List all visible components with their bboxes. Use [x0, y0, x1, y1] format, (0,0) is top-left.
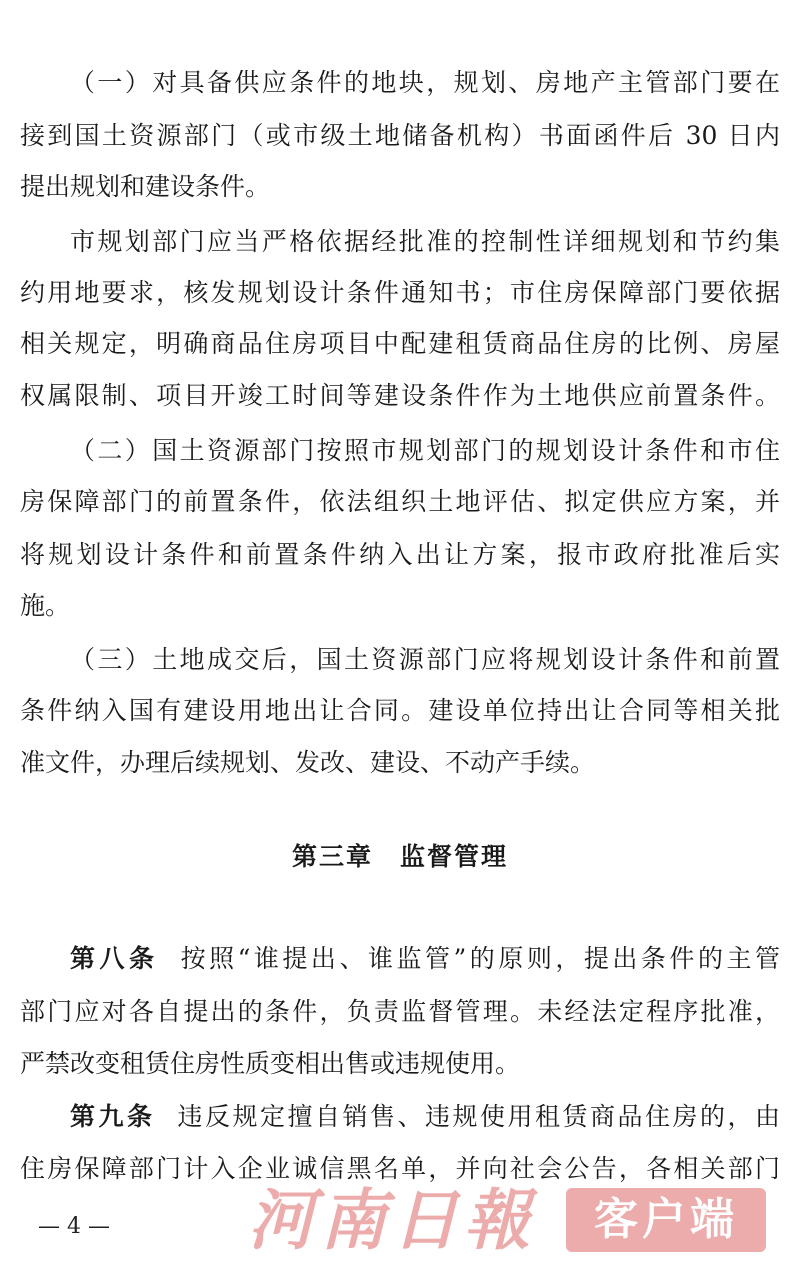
paragraph-line: 住房保障部门计入企业诚信黑名单，并向社会公告，各相关部门 [20, 1154, 780, 1183]
watermark-name: 河南日報 [248, 1181, 536, 1259]
chapter-heading: 第三章 监督管理 [291, 842, 508, 871]
paragraph-line: 准文件，办理后续规划、发改、建设、不动产手续。 [20, 748, 596, 777]
article-label: 第八条 [70, 944, 159, 973]
watermark-badge [566, 1188, 766, 1252]
paragraph-line: 权属限制、项目开竣工时间等建设条件作为土地供应前置条件。 [20, 381, 780, 410]
paragraph-line: 严禁改变租赁住房性质变相出售或违规使用。 [20, 1049, 521, 1078]
article-text: 按照“谁提出、谁监管”的原则，提出条件的主管 [180, 944, 780, 973]
article-text: 违反规定擅自销售、违规使用租赁商品住房的，由 [177, 1102, 780, 1131]
paragraph-line: 接到国土资源部门（或市级土地储备机构）书面函件后 30 日内 [20, 121, 780, 150]
paragraph-line: 市规划部门应当严格依据经批准的控制性详细规划和节约集 [70, 227, 780, 256]
paragraph-line: （三）土地成交后，国土资源部门应将规划设计条件和前置 [70, 645, 780, 674]
paragraph-line: 施。 [20, 591, 71, 620]
article-first-line [70, 944, 780, 974]
page-number: — 4 — [38, 1214, 110, 1239]
paragraph-line: 提出规划和建设条件。 [20, 172, 271, 201]
paragraph-line: 部门应对各自提出的条件，负责监督管理。未经法定程序批准， [20, 997, 780, 1026]
paragraph-line: 将规划设计条件和前置条件纳入出让方案，报市政府批准后实 [20, 540, 780, 569]
article-label: 第九条 [70, 1102, 156, 1131]
watermark-logo [248, 1178, 788, 1268]
paragraph-line: 相关规定，明确商品住房项目中配建租赁商品住房的比例、房屋 [20, 329, 780, 358]
paragraph-line: 条件纳入国有建设用地出让合同。建设单位持出让合同等相关批 [20, 696, 780, 725]
paragraph-line: （一）对具备供应条件的地块，规划、房地产主管部门要在 [70, 68, 780, 97]
watermark-client-label: 客户端 [594, 1194, 738, 1245]
paragraph-line: （二）国土资源部门按照市规划部门的规划设计条件和市住 [70, 436, 780, 465]
paragraph-line: 约用地要求，核发规划设计条件通知书；市住房保障部门要依据 [20, 278, 780, 307]
article-first-line [70, 1102, 780, 1132]
paragraph-line: 房保障部门的前置条件，依法组织土地评估、拟定供应方案，并 [20, 487, 780, 516]
